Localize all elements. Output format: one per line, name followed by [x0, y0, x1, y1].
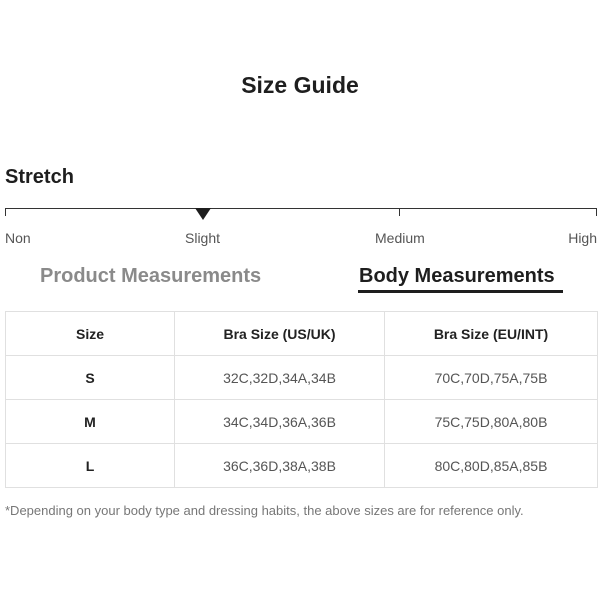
stretch-scale-line	[5, 208, 597, 209]
table-row	[6, 400, 598, 444]
stretch-heading: Stretch	[5, 166, 74, 188]
triangle-down-icon	[195, 208, 211, 220]
table-header-row	[6, 312, 598, 356]
stretch-scale	[5, 200, 597, 220]
cell-eu-int: 70C,70D,75A,75B	[385, 356, 598, 400]
cell-eu-int: 80C,80D,85A,85B	[385, 444, 598, 488]
cell-eu-int: 75C,75D,80A,80B	[385, 400, 598, 444]
cell-us-uk: 32C,32D,34A,34B	[175, 356, 385, 400]
cell-size: L	[6, 444, 175, 488]
stretch-tick-non	[5, 208, 6, 216]
header-size: Size	[6, 312, 175, 356]
tab-body-measurements[interactable]: Body Measurements	[359, 265, 555, 287]
tab-product-measurements[interactable]: Product Measurements	[40, 265, 262, 287]
stretch-tick-medium	[399, 208, 400, 216]
size-table	[5, 311, 598, 488]
stretch-label-medium: Medium	[375, 230, 425, 246]
table-row	[6, 356, 598, 400]
reference-footnote: *Depending on your body type and dressing habits, the above sizes are for reference only.	[5, 503, 524, 518]
header-bra-size-us-uk: Bra Size (US/UK)	[175, 312, 385, 356]
header-bra-size-eu-int: Bra Size (EU/INT)	[385, 312, 598, 356]
cell-us-uk: 34C,34D,36A,36B	[175, 400, 385, 444]
stretch-tick-high	[596, 208, 597, 216]
stretch-label-slight: Slight	[185, 230, 221, 246]
cell-us-uk: 36C,36D,38A,38B	[175, 444, 385, 488]
page-title: Size Guide	[241, 72, 359, 98]
active-tab-underline	[358, 290, 563, 293]
cell-size: M	[6, 400, 175, 444]
table-row	[6, 444, 598, 488]
stretch-label-non: Non	[5, 230, 31, 246]
stretch-label-high: High	[568, 230, 597, 246]
cell-size: S	[6, 356, 175, 400]
